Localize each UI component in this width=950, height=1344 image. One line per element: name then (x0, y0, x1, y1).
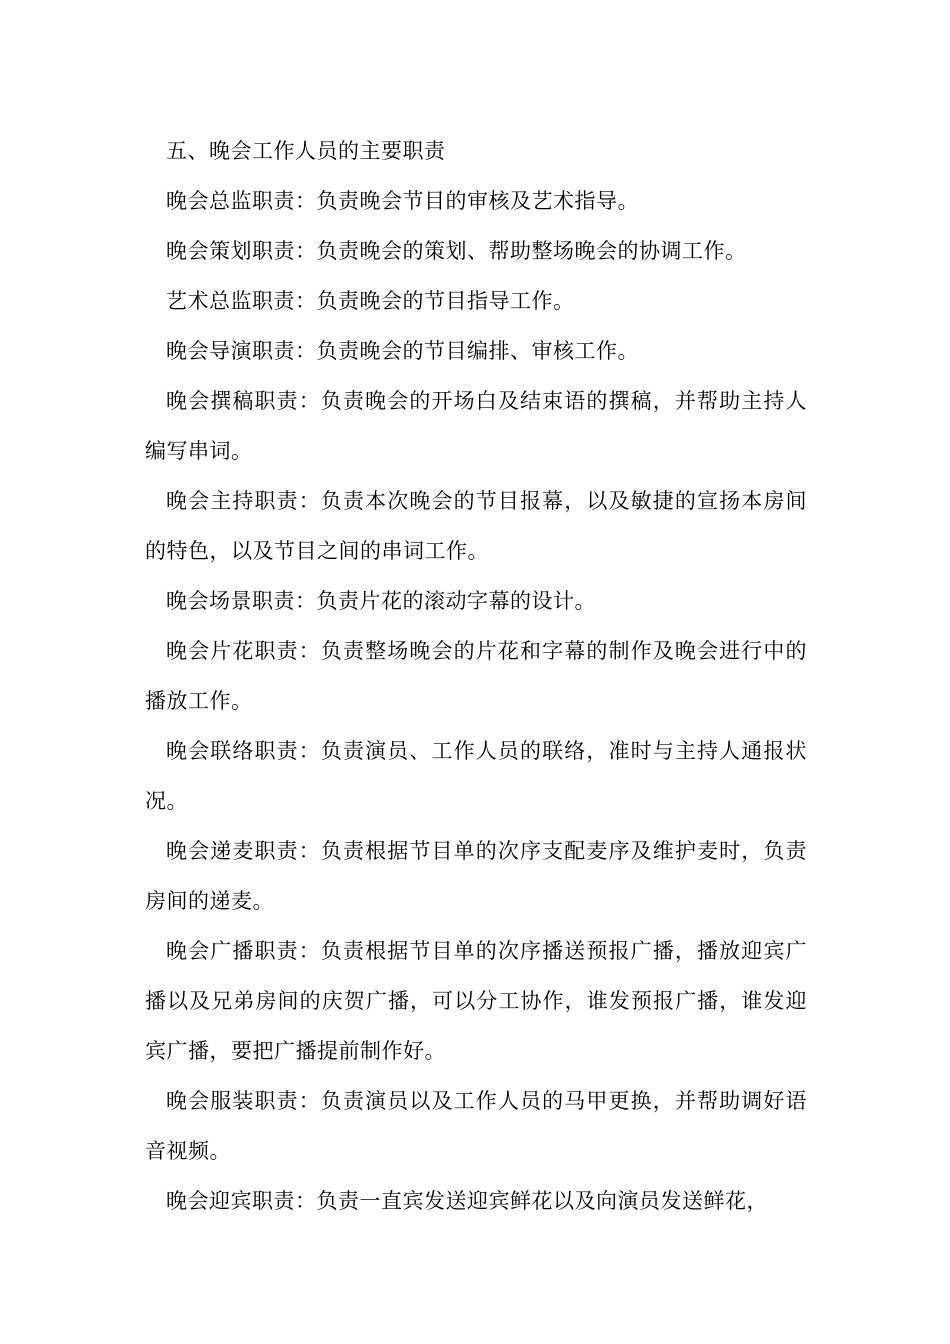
paragraph-clips: 晚会片花职责：负责整场晚会的片花和字幕的制作及晚会进行中的播放工作。 (145, 639, 807, 713)
paragraph-planner: 晚会策划职责：负责晚会的策划、帮助整场晚会的协调工作。 (166, 239, 747, 263)
paragraph-host: 晚会主持职责：负责本次晚会的节目报幕，以及敏捷的宣扬本房间的特色，以及节目之间的串词工作。 (145, 489, 807, 563)
paragraph-welcome: 晚会迎宾职责：负责一直宾发送迎宾鲜花以及向演员发送鲜花， (166, 1189, 768, 1213)
paragraph-scene: 晚会场景职责：负责片花的滚动字幕的设计。 (166, 589, 596, 613)
document-body (145, 126, 807, 1226)
paragraph-director: 晚会导演职责：负责晚会的节目编排、审核工作。 (166, 339, 639, 363)
paragraph-costume: 晚会服装职责：负责演员以及工作人员的马甲更换，并帮助调好语音视频。 (145, 1089, 807, 1163)
paragraph-art-director: 艺术总监职责：负责晚会的节目指导工作。 (166, 289, 575, 313)
section-heading: 五、晚会工作人员的主要职责 (166, 139, 446, 163)
paragraph-general-director: 晚会总监职责：负责晚会节目的审核及艺术指导。 (166, 189, 639, 213)
paragraph-mic: 晚会递麦职责：负责根据节目单的次序支配麦序及维护麦时，负责房间的递麦。 (145, 839, 807, 913)
paragraph-broadcast: 晚会广播职责：负责根据节目单的次序播送预报广播，播放迎宾广播以及兄弟房间的庆贺广播，可以分工协作，谁发预报广播，谁发迎宾广播，要把广播提前制作好。 (145, 939, 807, 1063)
paragraph-liaison: 晚会联络职责：负责演员、工作人员的联络，准时与主持人通报状况。 (145, 739, 807, 813)
paragraph-scriptwriter: 晚会撰稿职责：负责晚会的开场白及结束语的撰稿，并帮助主持人编写串词。 (145, 389, 807, 463)
